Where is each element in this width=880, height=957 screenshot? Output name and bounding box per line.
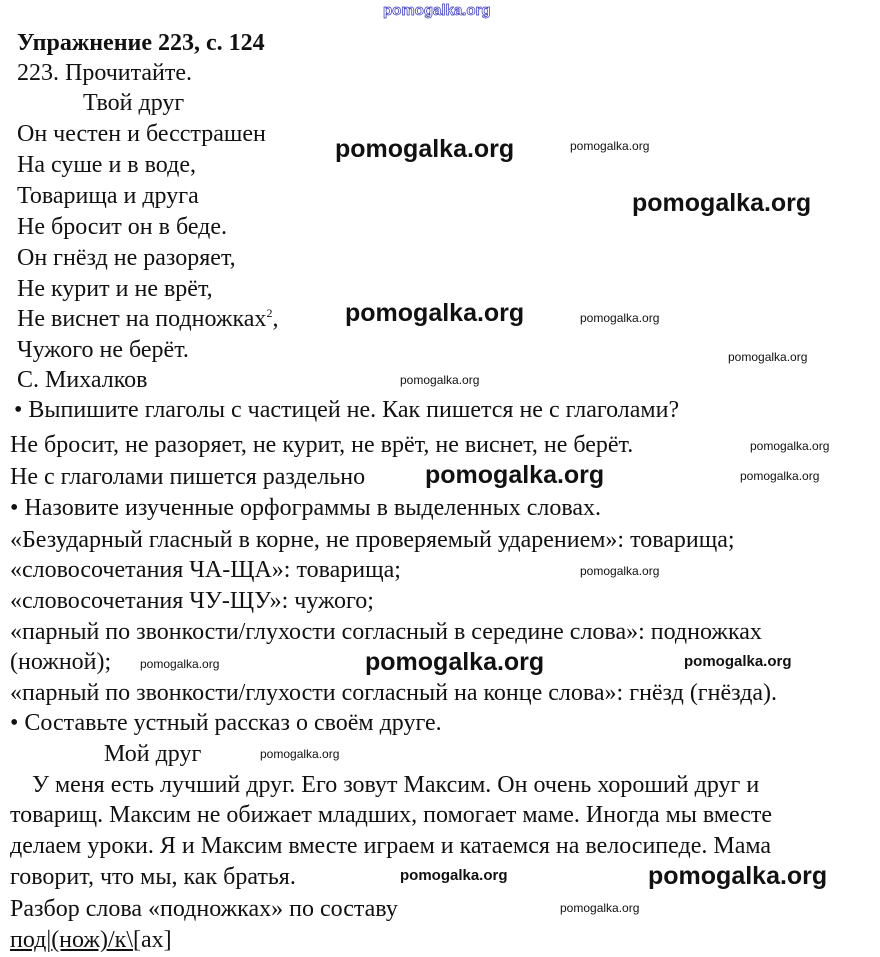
poem-title: Твой друг xyxy=(83,90,185,116)
poem-line: Он гнёзд не разоряет, xyxy=(17,245,236,271)
question-1: • Выпишите глаголы с частицей не. Как пишется не с глаголами? xyxy=(14,397,680,423)
watermark: pomogalka.org xyxy=(740,469,820,483)
watermark: pomogalka.org xyxy=(580,311,660,325)
suffix: /к\ xyxy=(108,927,133,953)
answer-line: «словосочетания ЧА-ЩА»: товарища; xyxy=(10,557,401,583)
poem-line: Чужого не берёт. xyxy=(17,337,189,363)
watermark: pomogalka.org xyxy=(570,139,650,153)
watermark: pomogalka.org xyxy=(140,657,220,671)
exercise-title: Упражнение 223, с. 124 xyxy=(17,30,265,56)
answer-line: (ножной); xyxy=(10,649,112,675)
answer-line: Не с глаголами пишется раздельно xyxy=(10,464,366,490)
watermark: pomogalka.org xyxy=(365,648,545,676)
story-line: делаем уроки. Я и Максим вместе играем и катаемся на велосипеде. Мама xyxy=(10,833,772,859)
story-line: У меня есть лучший друг. Его зовут Максим. Он очень хороший друг и xyxy=(32,772,760,798)
word-parse xyxy=(10,926,172,954)
separator: | xyxy=(46,927,52,953)
poem-author: С. Михалков xyxy=(17,367,148,393)
answer-line: «парный по звонкости/глухости согласный на конце слова»: гнёзд (гнёзда). xyxy=(10,680,778,706)
watermark: pomogalka.org xyxy=(648,862,828,890)
answer-line: «словосочетания ЧУ-ЩУ»: чужого; xyxy=(10,588,374,614)
root: (нож) xyxy=(51,927,108,953)
watermark: pomogalka.org xyxy=(335,135,515,163)
watermark: pomogalka.org xyxy=(260,747,340,761)
comma: , xyxy=(272,306,279,332)
poem-line: Не курит и не врёт, xyxy=(17,276,213,302)
story-line: говорит, что мы, как братья. xyxy=(10,864,296,890)
poem-line: Товарища и друга xyxy=(17,183,199,209)
watermark: pomogalka.org xyxy=(684,653,792,670)
parse-title: Разбор слова «подножках» по составу xyxy=(10,896,398,922)
poem-text: Не виснет на подножках xyxy=(17,306,267,332)
story-title: Мой друг xyxy=(104,741,202,767)
poem-line: Он честен и бесстрашен xyxy=(17,121,266,147)
watermark: pomogalka.org xyxy=(750,439,830,453)
poem-line: На суше и в воде, xyxy=(17,152,196,178)
ending: [ах] xyxy=(133,927,172,953)
story-line: товарищ. Максим не обижает младших, помогает маме. Иногда мы вместе xyxy=(10,802,773,828)
poem-line xyxy=(17,305,278,333)
watermark: pomogalka.org xyxy=(560,901,640,915)
question-2: • Назовите изученные орфограммы в выделенных словах. xyxy=(10,495,601,521)
prefix: под xyxy=(10,927,47,953)
watermark: pomogalka.org xyxy=(425,461,605,489)
question-3: • Составьте устный рассказ о своём друге. xyxy=(10,710,442,736)
task-text: 223. Прочитайте. xyxy=(17,60,193,86)
watermark: pomogalka.org xyxy=(728,350,808,364)
watermark: pomogalka.org xyxy=(400,373,480,387)
watermark: pomogalka.org xyxy=(383,2,491,19)
watermark: pomogalka.org xyxy=(345,299,525,327)
footnote-mark: 2 xyxy=(266,306,273,320)
poem-line: Не бросит он в беде. xyxy=(17,214,228,240)
watermark: pomogalka.org xyxy=(632,189,812,217)
watermark: pomogalka.org xyxy=(580,564,660,578)
answer-line: Не бросит, не разоряет, не курит, не врёт, не виснет, не берёт. xyxy=(10,432,634,458)
watermark: pomogalka.org xyxy=(400,867,508,884)
answer-line: «парный по звонкости/глухости согласный в середине слова»: подножках xyxy=(10,619,762,645)
answer-line: «Безударный гласный в корне, не проверяемый ударением»: товарища; xyxy=(10,527,735,553)
